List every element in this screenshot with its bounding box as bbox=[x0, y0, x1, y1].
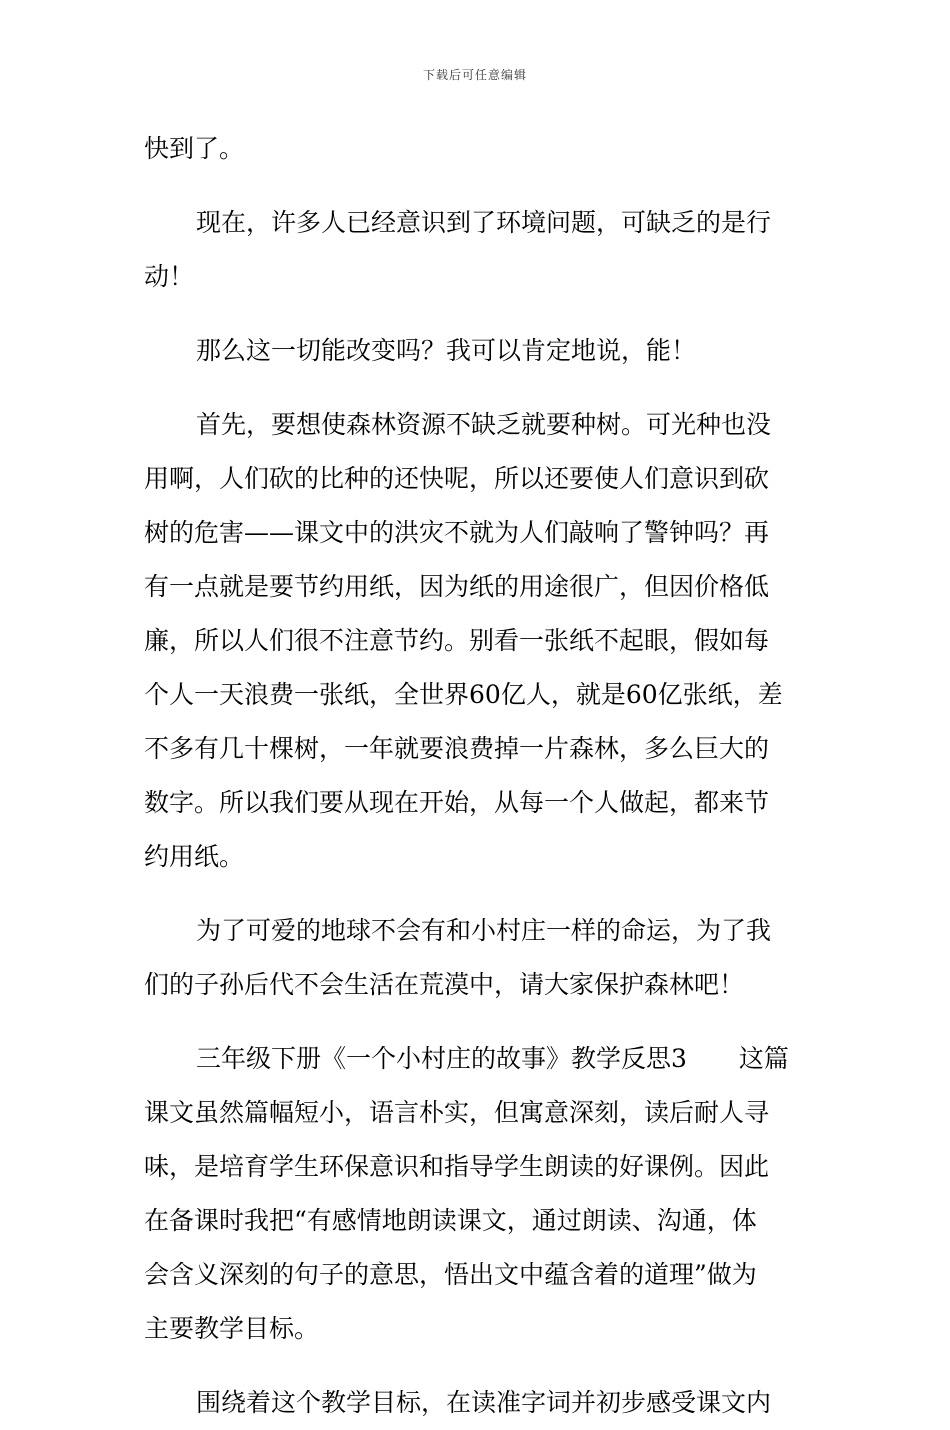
text-line: 树的危害——课文中的洪灾不就为人们敲响了警钟吗？再 bbox=[144, 518, 770, 547]
text-line: 主要教学目标。 bbox=[144, 1314, 320, 1343]
paragraph-first-line: 现在，许多人已经意识到了环境问题，可缺乏的是行 bbox=[196, 208, 772, 237]
document-body bbox=[144, 122, 808, 1430]
text-line: 个人一天浪费一张纸，全世界60亿人，就是60亿张纸，差 bbox=[144, 680, 783, 709]
text-line: 约用纸。 bbox=[144, 842, 245, 871]
paragraph-first-line: 那么这一切能改变吗？我可以肯定地说，能！ bbox=[196, 336, 697, 365]
text-line: 廉，所以人们很不注意节约。别看一张纸不起眼，假如每 bbox=[144, 626, 770, 655]
text-line: 不多有几十棵树，一年就要浪费掉一片森林，多么巨大的 bbox=[144, 734, 770, 763]
text-fragment: 这篇 bbox=[738, 1044, 789, 1073]
paragraph-first-line bbox=[144, 1032, 808, 1086]
page-header: 下载后可任意编辑 bbox=[422, 68, 527, 82]
paragraph-first-line: 围绕着这个教学目标，在读准字词并初步感受课文内 bbox=[196, 1388, 772, 1417]
text-line: 有一点就是要节约用纸，因为纸的用途很广，但因价格低 bbox=[144, 572, 770, 601]
text-line: 快到了。 bbox=[144, 134, 245, 163]
section-heading: 三年级下册《一个小村庄的故事》教学反思3 bbox=[196, 1044, 687, 1073]
text-line: 味，是培育学生环保意识和指导学生朗读的好课例。因此 bbox=[144, 1152, 770, 1181]
text-line: 课文虽然篇幅短小，语言朴实，但寓意深刻，读后耐人寻 bbox=[144, 1098, 770, 1127]
paragraph-first-line: 首先，要想使森林资源不缺乏就要种树。可光种也没 bbox=[196, 410, 772, 439]
text-line: 们的子孙后代不会生活在荒漠中，请大家保护森林吧！ bbox=[144, 970, 745, 999]
text-line: 数字。所以我们要从现在开始，从每一个人做起，都来节 bbox=[144, 788, 770, 817]
text-line: 动！ bbox=[144, 262, 195, 291]
text-line: 会含义深刻的句子的意思，悟出文中蕴含着的道理”做为 bbox=[144, 1260, 757, 1289]
text-line: 用啊，人们砍的比种的还快呢，所以还要使人们意识到砍 bbox=[144, 464, 770, 493]
paragraph-first-line: 为了可爱的地球不会有和小村庄一样的命运，为了我 bbox=[196, 916, 772, 945]
text-line: 在备课时我把“有感情地朗读课文，通过朗读、沟通，体 bbox=[144, 1206, 757, 1235]
